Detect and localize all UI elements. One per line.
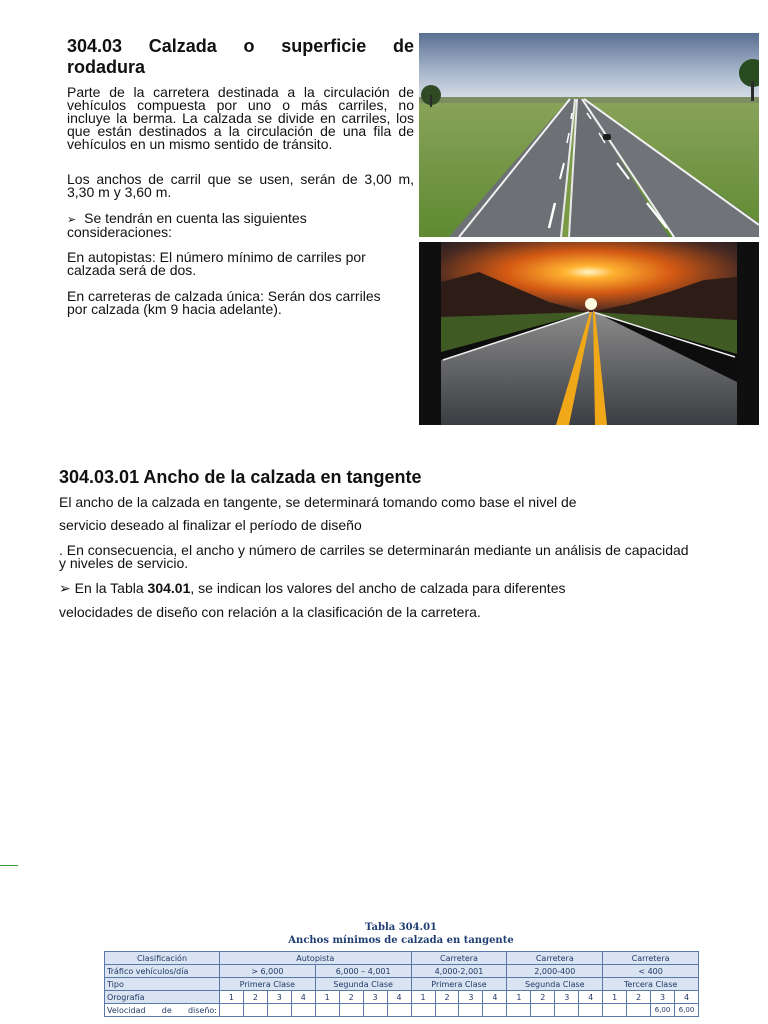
table-title: Tabla 304.01 [365,922,437,933]
table-cell [459,1004,483,1017]
heading-word: Calzada [148,36,217,56]
widths-table [104,951,699,1017]
heading-word: superficie [281,36,367,56]
text-line: Los anchos de carril que se usen, serán de 3,00 m, [67,171,414,187]
table-cell: 3 [555,991,579,1004]
table-cell: 2 [339,991,363,1004]
table-cell: < 400 [603,965,699,978]
table-cell: Tráfico vehículos/día [105,965,220,978]
highway-photo [419,33,759,237]
table-cell [579,1004,603,1017]
table-cell: 4 [387,991,411,1004]
table-cell: Primera Clase [220,978,316,991]
table-row [105,965,699,978]
margin-rule [0,865,18,866]
paragraph-definition [67,86,414,151]
paragraph-autopistas [67,251,414,277]
table-cell [531,1004,555,1017]
text-line: que están destinados a la circulación de una fila de [67,123,414,139]
paragraph-lane-widths [67,173,414,199]
heading-line2: rodadura [67,57,146,77]
table-cell: Segunda Clase [315,978,411,991]
text-line: calzada será de dos. [67,262,197,278]
table-cell [603,1004,627,1017]
table-row [105,1004,699,1017]
table-cell [267,1004,291,1017]
table-cell: 4 [675,991,699,1004]
bullet-text: , se indican los valores del ancho de calzada para diferentes [190,580,566,596]
bullet-arrow-icon: ➢ [67,213,77,226]
text-line: En autopistas: El número mínimo de carriles por [67,249,366,265]
table-cell: 1 [220,991,244,1004]
text-line: Parte de la carretera destinada a la circulación de [67,84,414,100]
table-cell [627,1004,651,1017]
subsection-line: velocidades de diseño con relación a la clasificación de la carretera. [59,604,481,620]
table-cell: 2 [243,991,267,1004]
table-cell [411,1004,435,1017]
table-cell: Autopista [220,952,412,965]
table-cell [435,1004,459,1017]
table-subtitle: Anchos mínimos de calzada en tangente [288,935,514,946]
table-cell [483,1004,507,1017]
table-cell: 1 [603,991,627,1004]
text-line: y niveles de servicio. [59,555,189,571]
table-cell [507,1004,531,1017]
table-cell: 1 [315,991,339,1004]
table-cell: 3 [363,991,387,1004]
sunset-road-photo [419,242,759,425]
subsection-paragraph [59,544,709,570]
table-cell: Velocidad de diseño: [105,1004,220,1017]
table-cell: 2 [531,991,555,1004]
heading-number: 304.03 [67,36,123,56]
table-cell: 3 [459,991,483,1004]
table-reference-line [59,582,565,595]
text-line: vehículos en un mismo sentido de tránsito. [67,136,333,152]
table-cell: Carretera [603,952,699,965]
heading-word: de [392,36,414,56]
table-cell [555,1004,579,1017]
table-cell: 3 [267,991,291,1004]
table-cell [220,1004,244,1017]
paragraph-calzada-unica [67,290,414,316]
table-cell: 4,000-2,001 [411,965,507,978]
table-cell: 3 [651,991,675,1004]
table-cell: 6,000 – 4,001 [315,965,411,978]
table-cell: Segunda Clase [507,978,603,991]
table-cell: 2,000-400 [507,965,603,978]
text-line: consideraciones: [67,224,173,240]
table-cell: Clasificación [105,952,220,965]
bullet-text: ➢ En la Tabla [59,580,148,596]
table-cell: Tipo [105,978,220,991]
table-row [105,952,699,965]
table-cell: Primera Clase [411,978,507,991]
table-cell [363,1004,387,1017]
subsection-heading: 304.03.01 Ancho de la calzada en tangente [59,467,422,487]
text-line: 3,30 m y 3,60 m. [67,184,172,200]
table-row [105,978,699,991]
subsection-line: servicio deseado al finalizar el período de diseño [59,517,362,533]
table-cell: 2 [627,991,651,1004]
text-line: vehículos compuesta por uno o más carriles, no [67,97,414,113]
bullet-considerations [67,212,414,239]
text-line: . En consecuencia, el ancho y número de carriles se determinarán mediante un análisis de capacidad [59,542,689,558]
heading-word: o [243,36,255,56]
table-cell: 1 [507,991,531,1004]
table-cell: Carretera [411,952,507,965]
table-row [105,991,699,1004]
text-line: incluye la berma. La calzada se divide en carriles, los [67,110,414,126]
subsection-line: El ancho de la calzada en tangente, se determinará tomando como base el nivel de [59,494,577,510]
table-cell [291,1004,315,1017]
text-line: por calzada (km 9 hacia adelante). [67,301,282,317]
table-cell: Carretera [507,952,603,965]
table-cell: > 6,000 [220,965,316,978]
table-cell [339,1004,363,1017]
table-cell: 4 [483,991,507,1004]
table-cell: 6,00 [675,1004,699,1017]
table-cell [387,1004,411,1017]
table-cell: Tercera Clase [603,978,699,991]
bullet-text: Se tendrán en cuenta las siguientes [84,210,307,226]
section-heading [67,36,414,78]
table-cell: Orografía [105,991,220,1004]
text-line: En carreteras de calzada única: Serán dos carriles [67,288,381,304]
table-cell: 4 [291,991,315,1004]
table-cell: 4 [579,991,603,1004]
table-cell: 6,00 [651,1004,675,1017]
table-cell [315,1004,339,1017]
table-cell: 2 [435,991,459,1004]
table-cell [243,1004,267,1017]
table-reference: 304.01 [147,580,191,596]
table-cell: 1 [411,991,435,1004]
